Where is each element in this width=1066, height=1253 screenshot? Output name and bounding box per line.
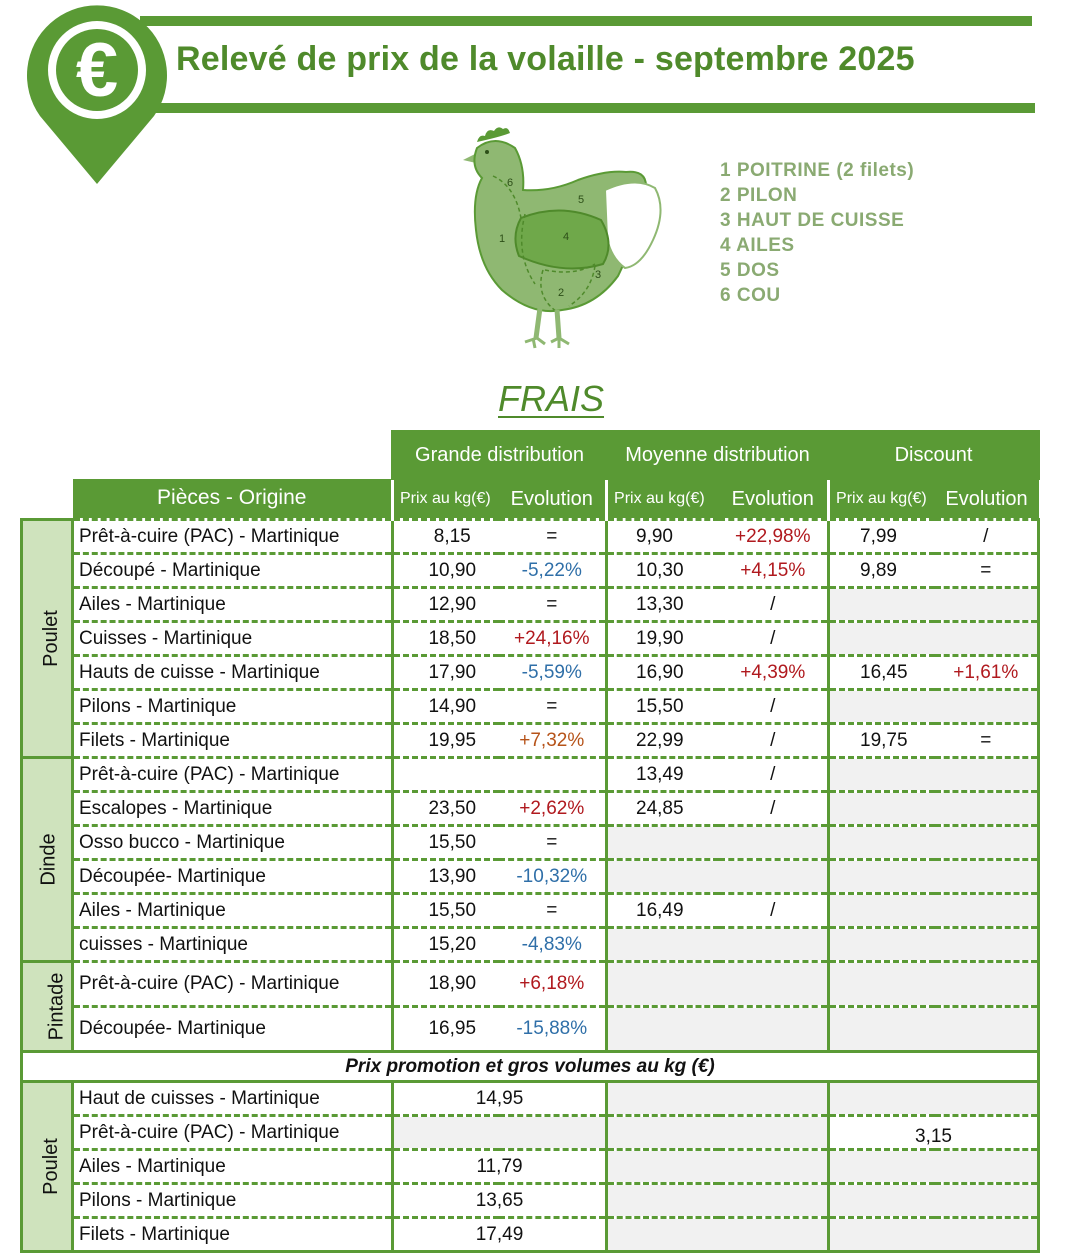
evolution-cell: / [719, 894, 829, 928]
evolution-cell: = [499, 690, 607, 724]
row-label: Pilons - Martinique [73, 690, 393, 724]
hen-number-5: 5 [578, 194, 585, 206]
empty-cell [829, 962, 935, 1007]
table-row [22, 622, 1039, 656]
column-header-row [22, 479, 1039, 520]
table-row [22, 554, 1039, 588]
legend-item: 1 POITRINE (2 filets) [720, 160, 915, 181]
price-cell: 15,50 [393, 894, 499, 928]
row-label: Prêt-à-cuire (PAC) - Martinique [73, 758, 393, 792]
evolution-cell: = [499, 588, 607, 622]
table-row [22, 928, 1039, 962]
price-cell: 19,90 [607, 622, 719, 656]
column-header-evolution: Evolution [499, 479, 607, 520]
evolution-cell: -5,59% [499, 656, 607, 690]
empty-cell [829, 690, 935, 724]
row-label: Prêt-à-cuire (PAC) - Martinique [73, 962, 393, 1007]
column-header-pieces: Pièces - Origine [73, 479, 393, 520]
legend-item: 6 COU [720, 285, 781, 306]
empty-cell [829, 826, 935, 860]
price-cell: 7,99 [829, 520, 935, 554]
evolution-cell: / [719, 758, 829, 792]
empty-cell [935, 826, 1039, 860]
price-cell: 15,20 [393, 928, 499, 962]
evolution-cell: / [719, 792, 829, 826]
price-cell: 17,49 [393, 1218, 607, 1252]
hen-cuts-illustration [455, 120, 675, 365]
group-label-pintade [22, 962, 73, 1052]
hen-number-4: 4 [563, 231, 570, 243]
empty-cell [935, 860, 1039, 894]
table-row [22, 1150, 1039, 1184]
evolution-cell: +6,18% [499, 962, 607, 1007]
empty-cell [607, 826, 719, 860]
empty-cell [829, 1218, 1039, 1252]
price-cell: 15,50 [607, 690, 719, 724]
row-label: Découpée- Martinique [73, 1007, 393, 1052]
evolution-cell: +24,16% [499, 622, 607, 656]
page-title: Relevé de prix de la volaille - septembre 2025 [176, 40, 915, 78]
price-cell [393, 758, 499, 792]
empty-cell [829, 758, 935, 792]
table-row [22, 588, 1039, 622]
group-label-text: Poulet [39, 610, 62, 667]
table-row [22, 1116, 1039, 1150]
evolution-cell: = [499, 894, 607, 928]
price-cell: 8,15 [393, 520, 499, 554]
empty-cell [935, 588, 1039, 622]
price-cell: 19,95 [393, 724, 499, 758]
empty-cell [935, 894, 1039, 928]
row-label: Pilons - Martinique [73, 1184, 393, 1218]
price-cell: 16,95 [393, 1007, 499, 1052]
empty-cell [935, 1007, 1039, 1052]
row-label: Hauts de cuisse - Martinique [73, 656, 393, 690]
empty-cell [393, 1116, 607, 1150]
group-label-text: Pintade [45, 972, 68, 1041]
legend-item: 3 HAUT DE CUISSE [720, 210, 905, 231]
evolution-cell: -15,88% [499, 1007, 607, 1052]
row-label: Ailes - Martinique [73, 894, 393, 928]
promo-title-row [22, 1052, 1039, 1082]
empty-cell [935, 622, 1039, 656]
hen-number-1: 1 [499, 233, 506, 245]
evolution-cell: +4,15% [719, 554, 829, 588]
row-label: Filets - Martinique [73, 724, 393, 758]
channel-header-discount: Discount [829, 432, 1039, 479]
evolution-cell: = [935, 554, 1039, 588]
price-cell: 16,90 [607, 656, 719, 690]
column-header-evolution: Evolution [719, 479, 829, 520]
empty-cell [829, 622, 935, 656]
promo-title: Prix promotion et gros volumes au kg (€) [22, 1052, 1039, 1082]
evolution-cell: / [719, 724, 829, 758]
header-spacer [22, 432, 73, 479]
empty-cell [607, 860, 719, 894]
table-row [22, 792, 1039, 826]
empty-cell [829, 792, 935, 826]
legend-item: 2 PILON [720, 185, 798, 206]
empty-cell [607, 1150, 829, 1184]
empty-cell [719, 1007, 829, 1052]
hen-number-6: 6 [507, 177, 514, 189]
empty-cell [829, 894, 935, 928]
table-row [22, 520, 1039, 554]
row-label: Prêt-à-cuire (PAC) - Martinique [73, 1116, 393, 1150]
table-row [22, 1082, 1039, 1116]
empty-cell [829, 860, 935, 894]
empty-cell [935, 758, 1039, 792]
group-label-poulet-promo [22, 1082, 73, 1252]
evolution-cell: / [719, 690, 829, 724]
evolution-cell: +1,61% [935, 656, 1039, 690]
evolution-cell: +4,39% [719, 656, 829, 690]
euro-pin-icon [22, 4, 172, 189]
evolution-cell: -10,32% [499, 860, 607, 894]
empty-cell [829, 1007, 935, 1052]
empty-cell [607, 1184, 829, 1218]
table-row [22, 860, 1039, 894]
price-table-wrapper [20, 430, 1037, 1253]
price-cell: 9,90 [607, 520, 719, 554]
evolution-cell: = [935, 724, 1039, 758]
empty-cell [829, 928, 935, 962]
price-cell: 16,45 [829, 656, 935, 690]
empty-cell [607, 928, 719, 962]
cuts-legend [720, 158, 914, 308]
price-cell: 16,49 [607, 894, 719, 928]
column-header-evolution: Evolution [935, 479, 1039, 520]
evolution-cell [499, 758, 607, 792]
price-table [20, 430, 1040, 1253]
row-label: Osso bucco - Martinique [73, 826, 393, 860]
price-cell: 23,50 [393, 792, 499, 826]
table-row [22, 724, 1039, 758]
evolution-cell: / [719, 588, 829, 622]
empty-cell [935, 690, 1039, 724]
row-label: Ailes - Martinique [73, 588, 393, 622]
empty-cell [829, 1082, 1039, 1116]
price-cell: 18,90 [393, 962, 499, 1007]
table-row [22, 826, 1039, 860]
table-row [22, 894, 1039, 928]
empty-cell [607, 1218, 829, 1252]
empty-cell [607, 1082, 829, 1116]
section-title-frais: FRAIS [498, 378, 605, 419]
price-cell: 12,90 [393, 588, 499, 622]
column-header-price: Prix au kg(€) [393, 479, 499, 520]
column-header-price: Prix au kg(€) [829, 479, 935, 520]
price-cell: 22,99 [607, 724, 719, 758]
row-label: cuisses - Martinique [73, 928, 393, 962]
group-label-poulet [22, 520, 73, 758]
price-cell: 13,30 [607, 588, 719, 622]
table-row [22, 1007, 1039, 1052]
column-header-price: Prix au kg(€) [607, 479, 719, 520]
table-row [22, 962, 1039, 1007]
evolution-cell: / [935, 520, 1039, 554]
empty-cell [719, 826, 829, 860]
table-row [22, 690, 1039, 724]
header-spacer [73, 432, 393, 479]
price-cell: 9,89 [829, 554, 935, 588]
euro-symbol: € [75, 28, 119, 113]
price-cell: 13,65 [393, 1184, 607, 1218]
hen-number-2: 2 [558, 287, 565, 299]
price-cell: 13,49 [607, 758, 719, 792]
price-cell: 15,50 [393, 826, 499, 860]
channel-header-grande: Grande distribution [393, 432, 607, 479]
evolution-cell: +22,98% [719, 520, 829, 554]
row-label: Découpé - Martinique [73, 554, 393, 588]
row-label: Ailes - Martinique [73, 1150, 393, 1184]
row-label: Haut de cuisses - Martinique [73, 1082, 393, 1116]
empty-cell [607, 1007, 719, 1052]
price-cell: 14,95 [393, 1082, 607, 1116]
empty-cell [829, 1150, 1039, 1184]
header-spacer [22, 479, 73, 520]
empty-cell [607, 1116, 829, 1150]
group-label-text: Poulet [39, 1138, 62, 1195]
price-cell: 19,75 [829, 724, 935, 758]
channel-header-moyenne: Moyenne distribution [607, 432, 829, 479]
price-cell: 14,90 [393, 690, 499, 724]
table-row [22, 1218, 1039, 1252]
empty-cell [719, 860, 829, 894]
row-label: Filets - Martinique [73, 1218, 393, 1252]
table-row [22, 758, 1039, 792]
price-cell: 13,90 [393, 860, 499, 894]
header-rule-top [140, 16, 1032, 26]
group-label-text: Dinde [37, 833, 60, 886]
empty-cell [935, 962, 1039, 1007]
empty-cell [935, 928, 1039, 962]
empty-cell [607, 962, 719, 1007]
price-cell: 17,90 [393, 656, 499, 690]
price-cell: 10,30 [607, 554, 719, 588]
empty-cell [935, 792, 1039, 826]
price-cell: 24,85 [607, 792, 719, 826]
row-label: Cuisses - Martinique [73, 622, 393, 656]
row-label: Prêt-à-cuire (PAC) - Martinique [73, 520, 393, 554]
price-cell: 18,50 [393, 622, 499, 656]
empty-cell [719, 928, 829, 962]
legend-item: 4 AILES [720, 235, 795, 256]
row-label: Escalopes - Martinique [73, 792, 393, 826]
row-label: Découpée- Martinique [73, 860, 393, 894]
evolution-cell: = [499, 520, 607, 554]
table-row [22, 656, 1039, 690]
header-rule-bottom [140, 103, 1035, 113]
hen-number-3: 3 [595, 269, 602, 281]
price-cell: 10,90 [393, 554, 499, 588]
price-cell: 11,79 [393, 1150, 607, 1184]
evolution-cell: -4,83% [499, 928, 607, 962]
evolution-cell: / [719, 622, 829, 656]
empty-cell [719, 962, 829, 1007]
legend-item: 5 DOS [720, 260, 780, 281]
evolution-cell: +2,62% [499, 792, 607, 826]
channel-header-row [22, 432, 1039, 479]
evolution-cell: +7,32% [499, 724, 607, 758]
evolution-cell: -5,22% [499, 554, 607, 588]
table-row [22, 1184, 1039, 1218]
evolution-cell: = [499, 826, 607, 860]
empty-cell [829, 1184, 1039, 1218]
group-label-dinde [22, 758, 73, 962]
price-cell: 3,15 [829, 1116, 1039, 1150]
empty-cell [829, 588, 935, 622]
